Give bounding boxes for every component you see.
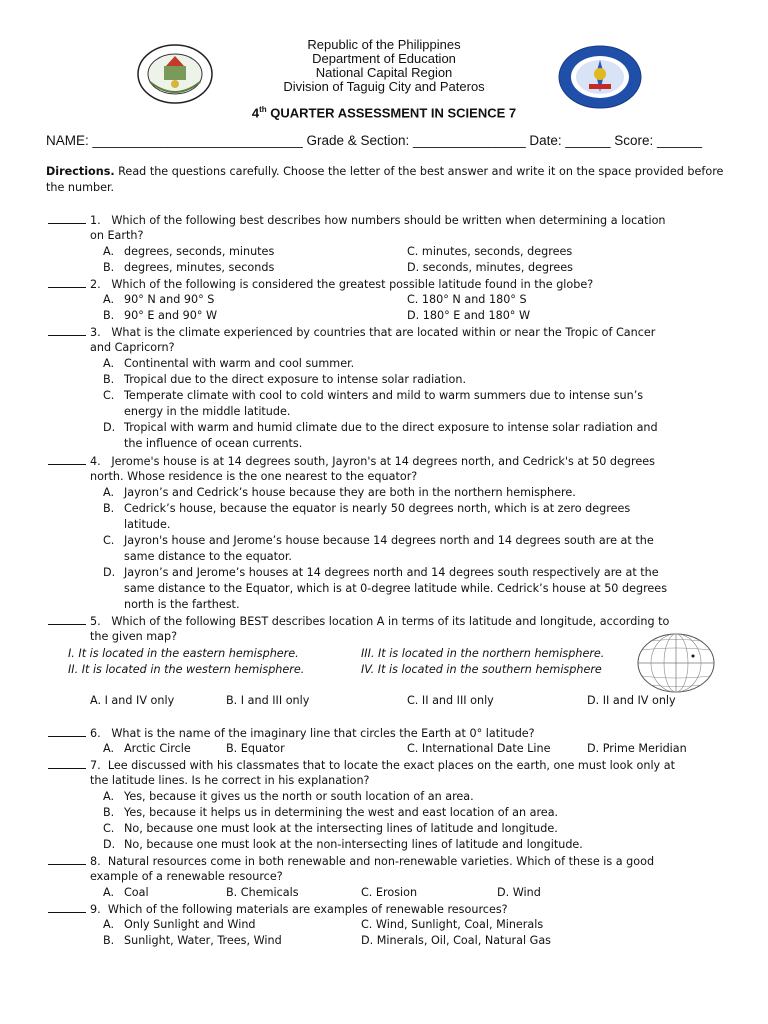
q1-option-c: C. minutes, seconds, degrees [407,245,573,258]
question-7-cont: the latitude lines. Is he correct in his explanation? [90,774,370,787]
q4-option-d-letter: D. [103,566,116,579]
q2-option-c: C. 180° N and 180° S [407,293,527,306]
question-4-cont: north. Whose residence is the one nearest to the equator? [90,470,418,483]
q3-option-d-cont: the influence of ocean currents. [124,437,303,450]
q8-option-b: B. Chemicals [226,886,299,899]
answer-blank-4[interactable] [48,453,86,465]
q1-option-b: degrees, minutes, seconds [124,261,275,274]
q1-option-b-letter: B. [103,261,115,274]
q9-option-a: Only Sunlight and Wind [124,918,256,931]
q6-option-d: D. Prime Meridian [587,742,687,755]
q8-option-c: C. Erosion [361,886,418,899]
q1-option-a: degrees, seconds, minutes [124,245,275,258]
q7-option-a: Yes, because it gives us the north or south location of an area. [124,790,474,803]
student-info-row[interactable]: NAME: ____________________________ Grade & Section: _______________ Date: ______ Score: ______ [46,133,703,148]
q4-option-d-cont-2: north is the farthest. [124,598,240,611]
globe-grid-icon [636,632,716,694]
q7-option-b: Yes, because it helps us in determining the west and east location of an area. [124,806,559,819]
question-1: 1. Which of the following best describes how numbers should be written when determining a location [48,212,666,229]
q4-option-b-cont: latitude. [124,518,171,531]
question-5-cont: the given map? [90,630,178,643]
q3-option-b-letter: B. [103,373,115,386]
q7-option-c-letter: C. [103,822,115,835]
q4-option-a-letter: A. [103,486,115,499]
q3-option-c: Temperate climate with cool to cold winters and mild to warm summers due to intense sun’s [124,389,644,402]
header-line-3: National Capital Region [315,65,453,80]
q4-option-c-letter: C. [103,534,115,547]
question-7: 7. Lee discussed with his classmates that to locate the exact places on the earth, one must look only at [48,757,675,774]
q6-option-c: C. International Date Line [407,742,551,755]
q3-option-d: Tropical with warm and humid climate due to the direct exposure to intense solar radiation and [124,421,658,434]
q7-option-b-letter: B. [103,806,115,819]
q2-option-b-letter: B. [103,309,115,322]
q7-option-c: No, because one must look at the intersecting lines of latitude and longitude. [124,822,558,835]
answer-blank-7[interactable] [48,757,86,769]
q2-option-a: 90° N and 90° S [124,293,215,306]
q5-option-b: B. I and III only [226,694,310,707]
answer-blank-2[interactable] [48,276,86,288]
q4-option-d-cont: same distance to the Equator, which is at 0-degree latitude while. Cedrick’s house at 50 degrees [124,582,668,595]
q5-option-d: D. II and IV only [587,694,676,707]
q8-option-d: D. Wind [497,886,541,899]
question-5: 5. Which of the following BEST describes location A in terms of its latitude and longitude, according to [48,613,669,630]
q8-option-a-letter: A. [103,886,115,899]
q9-option-c: C. Wind, Sunlight, Coal, Minerals [361,918,544,931]
q9-option-d: D. Minerals, Oil, Coal, Natural Gas [361,934,552,947]
q4-option-b: Cedrick’s house, because the equator is nearly 50 degrees north, which is at zero degrees [124,502,631,515]
question-2: 2. Which of the following is considered the greatest possible latitude found in the globe? [48,276,593,293]
answer-blank-1[interactable] [48,212,86,224]
q7-option-d: No, because one must look at the non-intersecting lines of latitude and longitude. [124,838,583,851]
q4-option-a: Jayron’s and Cedrick’s house because they are both in the northern hemisphere. [124,486,576,499]
q1-option-a-letter: A. [103,245,115,258]
q4-option-c-cont: same distance to the equator. [124,550,292,563]
answer-blank-8[interactable] [48,853,86,865]
q7-option-a-letter: A. [103,790,115,803]
answer-blank-6[interactable] [48,725,86,737]
q3-option-c-cont: energy in the middle latitude. [124,405,291,418]
question-4: 4. Jerome's house is at 14 degrees south, Jayron's at 14 degrees north, and Cedrick's at 50 degrees [48,453,655,470]
header-line-1: Republic of the Philippines [307,37,461,52]
q9-option-b: Sunlight, Water, Trees, Wind [124,934,282,947]
question-8: 8. Natural resources come in both renewable and non-renewable varieties. Which of these is a good [48,853,654,870]
q4-option-c: Jayron's house and Jerome’s house because 14 degrees north and 14 degrees south are at the [124,534,654,547]
q9-option-a-letter: A. [103,918,115,931]
question-8-cont: example of a renewable resource? [90,870,283,883]
q5-option-c: C. II and III only [407,694,494,707]
q4-option-b-letter: B. [103,502,115,515]
q3-option-b: Tropical due to the direct exposure to intense solar radiation. [124,373,467,386]
q5-statement-i: I. It is located in the eastern hemisphere. [68,647,299,660]
q8-option-a: Coal [124,886,149,899]
q2-option-b: 90° E and 90° W [124,309,218,322]
q6-option-a-letter: A. [103,742,115,755]
header-line-4: Division of Taguig City and Pateros [283,79,485,94]
q3-option-a-letter: A. [103,357,115,370]
q9-option-b-letter: B. [103,934,115,947]
q3-option-d-letter: D. [103,421,116,434]
answer-blank-9[interactable] [48,901,86,913]
header-line-2: Department of Education [312,51,456,66]
question-6: 6. What is the name of the imaginary line that circles the Earth at 0° latitude? [48,725,535,742]
answer-blank-5[interactable] [48,613,86,625]
letterhead [0,38,768,94]
q4-option-d: Jayron’s and Jerome’s houses at 14 degrees north and 14 degrees south respectively are at the [124,566,659,579]
assessment-title: 4th QUARTER ASSESSMENT IN SCIENCE 7 [251,105,517,121]
answer-blank-3[interactable] [48,324,86,336]
q7-option-d-letter: D. [103,838,116,851]
q5-option-a: A. I and IV only [90,694,175,707]
q5-statement-iii: III. It is located in the northern hemisphere. [361,647,605,660]
q5-statement-ii: II. It is located in the western hemisphere. [68,663,305,676]
question-9: 9. Which of the following materials are examples of renewable resources? [48,901,508,918]
q2-option-d: D. 180° E and 180° W [407,309,531,322]
q3-option-a: Continental with warm and cool summer. [124,357,355,370]
directions: Directions. Read the questions carefully. Choose the letter of the best answer and write it on the space provided before the number. [46,165,724,194]
q6-option-b: B. Equator [226,742,285,755]
question-1-cont: on Earth? [90,229,144,242]
question-3-cont: and Capricorn? [90,341,175,354]
q2-option-a-letter: A. [103,293,115,306]
q6-option-a: Arctic Circle [124,742,191,755]
q1-option-d: D. seconds, minutes, degrees [407,261,573,274]
question-3: 3. What is the climate experienced by countries that are located within or near the Tropic of Cancer [48,324,655,341]
q5-statement-iv: IV. It is located in the southern hemisphere [361,663,602,676]
q3-option-c-letter: C. [103,389,115,402]
